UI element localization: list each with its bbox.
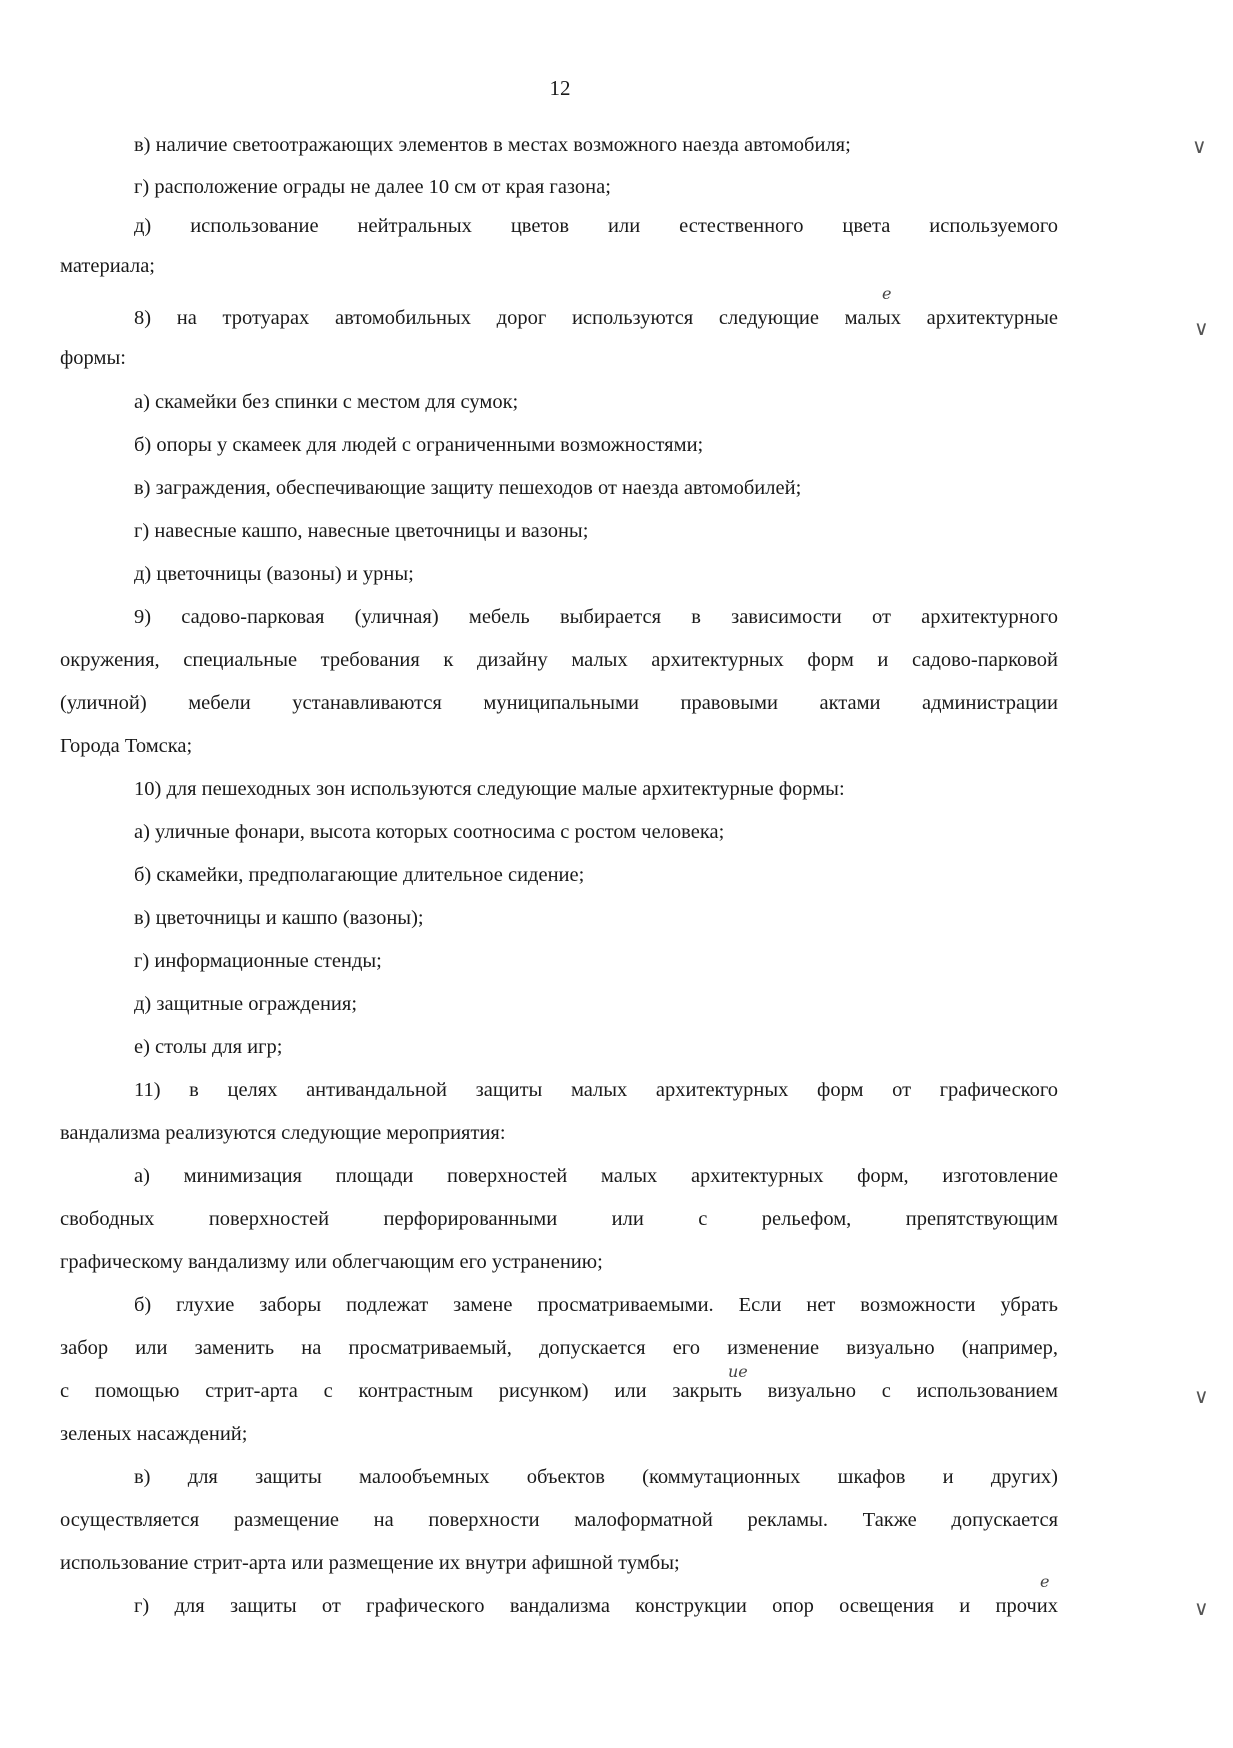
text-line: д) использование нейтральных цветов или естественного цвета используемого <box>134 215 1058 237</box>
text-line: а) скамейки без спинки с местом для сумок; <box>134 391 519 413</box>
text-line: в) наличие светоотражающих элементов в местах возможного наезда автомобиля; <box>134 134 851 156</box>
text-line: е) столы для игр; <box>134 1036 283 1058</box>
text-line: свободных поверхностей перфорированными или с рельефом, препятствующим <box>60 1208 1058 1230</box>
text-line: г) для защиты от графического вандализма конструкции опор освещения и прочих <box>134 1595 1058 1617</box>
text-line: материала; <box>60 255 155 277</box>
text-line: с помощью стрит-арта с контрастным рисунком) или закрыть визуально с использованием <box>60 1380 1058 1402</box>
check-mark-icon: ∨ <box>1194 1384 1209 1408</box>
text-line: г) расположение ограды не далее 10 см от края газона; <box>134 176 611 198</box>
text-line: вандализма реализуются следующие мероприятия: <box>60 1122 506 1144</box>
text-line: 8) на тротуарах автомобильных дорог используются следующие малых архитектурные <box>134 307 1058 329</box>
handwritten-correction: е <box>882 284 892 303</box>
text-line: осуществляется размещение на поверхности малоформатной рекламы. Также допускается <box>60 1509 1058 1531</box>
text-line: г) информационные стенды; <box>134 950 382 972</box>
text-line: 9) садово-парковая (уличная) мебель выбирается в зависимости от архитектурного <box>134 606 1058 628</box>
text-line: 11) в целях антивандальной защиты малых архитектурных форм от графического <box>134 1079 1058 1101</box>
page-number: 12 <box>549 76 571 100</box>
text-line: (уличной) мебели устанавливаются муниципальными правовыми актами администрации <box>60 692 1058 714</box>
check-mark-icon: ∨ <box>1194 316 1209 340</box>
text-line: окружения, специальные требования к дизайну малых архитектурных форм и садово-парковой <box>60 649 1058 671</box>
text-line: формы: <box>60 347 126 369</box>
handwritten-correction: ие <box>728 1362 748 1381</box>
text-line: в) цветочницы и кашпо (вазоны); <box>134 907 424 929</box>
text-line: б) опоры у скамеек для людей с ограниченными возможностями; <box>134 434 704 456</box>
text-line: Города Томска; <box>60 735 193 757</box>
text-line: в) заграждения, обеспечивающие защиту пешеходов от наезда автомобилей; <box>134 477 802 499</box>
check-mark-icon: ∨ <box>1192 134 1207 158</box>
text-line: д) защитные ограждения; <box>134 993 358 1015</box>
check-mark-icon: ∨ <box>1194 1596 1209 1620</box>
text-line: использование стрит-арта или размещение их внутри афишной тумбы; <box>60 1552 680 1574</box>
text-line: б) скамейки, предполагающие длительное сидение; <box>134 864 585 886</box>
text-line: 10) для пешеходных зон используются следующие малые архитектурные формы: <box>134 778 845 800</box>
text-line: г) навесные кашпо, навесные цветочницы и вазоны; <box>134 520 589 542</box>
text-line: д) цветочницы (вазоны) и урны; <box>134 563 414 585</box>
text-line: б) глухие заборы подлежат замене просматриваемыми. Если нет возможности убрать <box>134 1294 1058 1316</box>
text-line: а) минимизация площади поверхностей малых архитектурных форм, изготовление <box>134 1165 1058 1187</box>
text-line: а) уличные фонари, высота которых соотносима с ростом человека; <box>134 821 725 843</box>
text-line: зеленых насаждений; <box>60 1423 248 1445</box>
text-line: забор или заменить на просматриваемый, допускается его изменение визуально (например, <box>60 1337 1058 1359</box>
handwritten-correction: е <box>1040 1572 1050 1591</box>
text-line: графическому вандализму или облегчающим его устранению; <box>60 1251 603 1273</box>
text-line: в) для защиты малообъемных объектов (коммутационных шкафов и других) <box>134 1466 1058 1488</box>
